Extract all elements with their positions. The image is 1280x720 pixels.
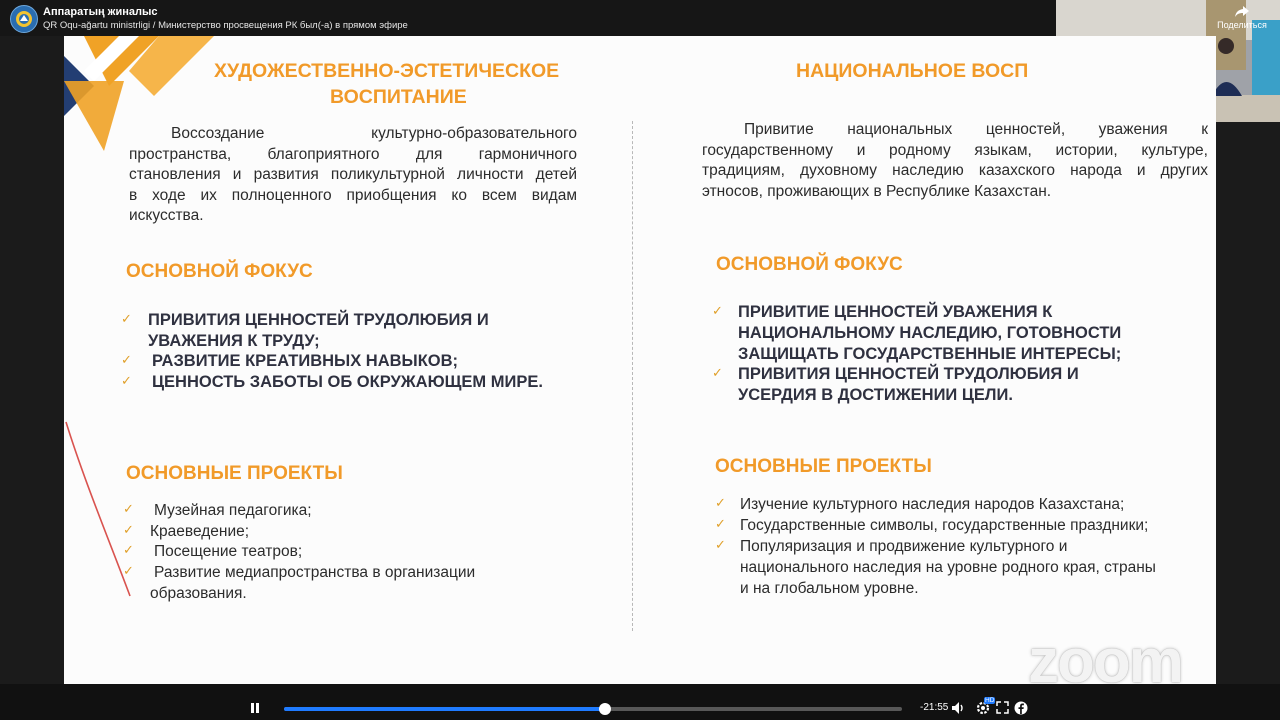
check-icon: ✓ — [121, 352, 132, 367]
fullscreen-button[interactable] — [996, 701, 1009, 717]
fullscreen-icon — [996, 701, 1009, 714]
video-header — [0, 0, 1056, 36]
right-intro-line4: этносов, проживающих в Республике Казахстан. — [702, 182, 1052, 200]
right-project-item2: Государственные символы, государственные праздники; — [740, 517, 1149, 534]
time-remaining: -21:55 — [920, 702, 949, 713]
right-focus-item1-line3: ЗАЩИЩАТЬ ГОСУДАРСТВЕННЫЕ ИНТЕРЕСЫ; — [738, 345, 1122, 363]
right-project-item3-line3: и на глобальном уровне. — [740, 580, 919, 597]
right-focus-item1-line2: НАЦИОНАЛЬНОМУ НАСЛЕДИЮ, ГОТОВНОСТИ — [738, 324, 1122, 342]
check-icon: ✓ — [715, 495, 726, 510]
check-icon: ✓ — [712, 303, 723, 318]
check-icon: ✓ — [715, 516, 726, 531]
right-project-item3-line2: национального наследия на уровне родного края, страны — [740, 559, 1156, 576]
channel-avatar[interactable] — [10, 5, 38, 33]
left-focus-heading: ОСНОВНОЙ ФОКУС — [126, 261, 313, 282]
facebook-button[interactable] — [1014, 701, 1028, 718]
share-arrow-icon — [1235, 6, 1249, 18]
left-focus-item1-line2: УВАЖЕНИЯ К ТРУДУ; — [148, 332, 320, 350]
left-project-item1: Музейная педагогика; — [154, 502, 312, 519]
left-title-line1: ХУДОЖЕСТВЕННО-ЭСТЕТИЧЕСКОЕ — [214, 60, 560, 82]
presentation-slide — [64, 36, 1216, 684]
right-focus-item2-line1: ПРИВИТИЯ ЦЕННОСТЕЙ ТРУДОЛЮБИЯ И — [738, 365, 1079, 383]
left-intro-line3: становления и развития поликультурной личности детей — [129, 166, 577, 183]
progress-fill — [284, 707, 605, 711]
emblem-icon — [15, 10, 33, 28]
check-icon: ✓ — [712, 365, 723, 380]
left-intro-line1: Воссоздание культурно-образовательного — [171, 125, 577, 142]
zoom-watermark: zoom — [1028, 627, 1182, 684]
check-icon: ✓ — [123, 522, 134, 537]
right-focus-item2-line2: УСЕРДИЯ В ДОСТИЖЕНИИ ЦЕЛИ. — [738, 386, 1013, 404]
right-project-item3-line1: Популяризация и продвижение культурного и — [740, 538, 1068, 555]
left-focus-item3: ЦЕННОСТЬ ЗАБОТЫ ОБ ОКРУЖАЮЩЕМ МИРЕ. — [152, 373, 543, 391]
right-focus-heading: ОСНОВНОЙ ФОКУС — [716, 254, 903, 275]
left-focus-item1-line1: ПРИВИТИЯ ЦЕННОСТЕЙ ТРУДОЛЮБИЯ И — [148, 311, 489, 329]
pause-icon — [250, 702, 260, 714]
right-title: НАЦИОНАЛЬНОЕ ВОСП — [796, 60, 1029, 82]
check-icon: ✓ — [121, 311, 132, 326]
right-focus-item1-line1: ПРИВИТИЕ ЦЕННОСТЕЙ УВАЖЕНИЯ К — [738, 303, 1053, 321]
share-label: Поделиться — [1217, 20, 1267, 30]
left-focus-item2: РАЗВИТИЕ КРЕАТИВНЫХ НАВЫКОВ; — [152, 352, 459, 370]
facebook-icon — [1014, 701, 1028, 715]
check-icon: ✓ — [123, 563, 134, 578]
player-controls — [0, 684, 1280, 720]
left-project-item3: Посещение театров; — [154, 543, 303, 560]
volume-button[interactable] — [951, 701, 965, 718]
share-button[interactable] — [1212, 6, 1272, 30]
volume-icon — [951, 701, 965, 715]
right-intro-line2: государственному и родному языкам, истории, культуре, — [702, 141, 1208, 159]
stream-subtitle: QR Oqu-ağartu ministrligi / Министерство просвещения РК был(-а) в прямом эфире — [43, 20, 408, 31]
check-icon: ✓ — [715, 537, 726, 552]
left-intro-line5: искусства. — [129, 207, 204, 224]
hd-badge: HD — [985, 697, 995, 704]
right-intro-line1: Привитие национальных ценностей, уважения к — [744, 121, 1208, 138]
left-intro-line4: в ходе их полноценного приобщения ко всем видам — [129, 186, 577, 204]
left-project-item4-line1: Развитие медиапространства в организации — [154, 564, 476, 581]
right-projects-heading: ОСНОВНЫЕ ПРОЕКТЫ — [715, 456, 932, 477]
left-title-line2: ВОСПИТАНИЕ — [330, 86, 467, 108]
left-project-item2: Краеведение; — [150, 523, 250, 540]
right-intro-line3: традициям, духовному наследию казахского народа и других — [702, 162, 1208, 179]
pause-button[interactable] — [250, 702, 260, 717]
progress-bar[interactable] — [284, 707, 902, 711]
check-icon: ✓ — [123, 542, 134, 557]
right-project-item1: Изучение культурного наследия народов Казахстана; — [740, 496, 1125, 513]
left-project-item4-line2: образования. — [150, 585, 247, 602]
left-projects-heading: ОСНОВНЫЕ ПРОЕКТЫ — [126, 463, 343, 484]
column-divider — [632, 121, 633, 631]
left-intro-line2: пространства, благоприятного для гармоничного — [129, 145, 577, 163]
settings-button[interactable] — [975, 697, 995, 719]
check-icon: ✓ — [121, 373, 132, 388]
check-icon: ✓ — [123, 501, 134, 516]
channel-title[interactable]: Аппаратың жиналыс — [43, 6, 158, 18]
